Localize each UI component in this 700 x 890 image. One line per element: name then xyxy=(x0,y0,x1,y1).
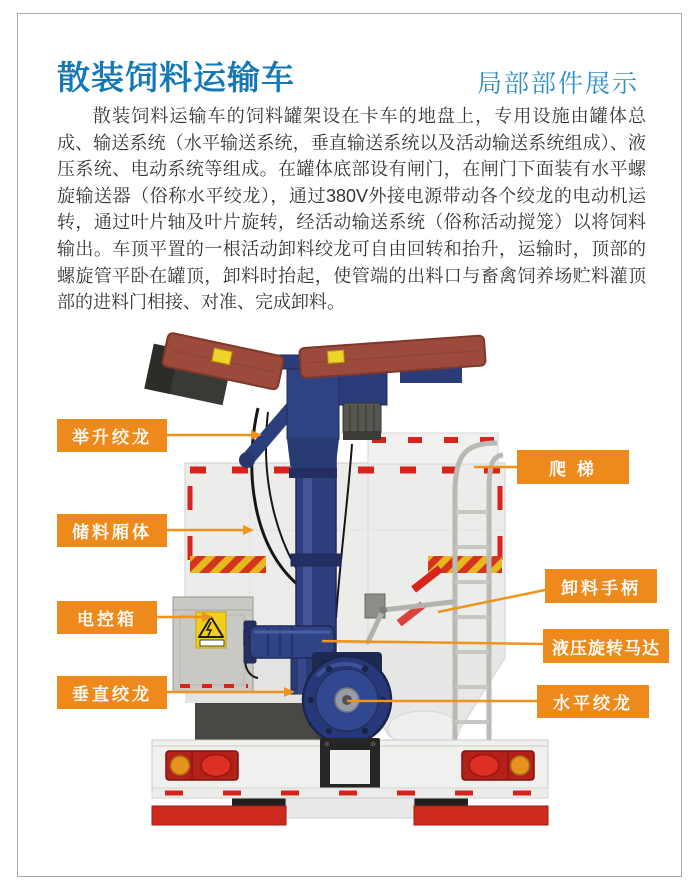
license-plate-bracket xyxy=(320,738,380,790)
description-paragraph: 散装饲料运输车的饲料罐架设在卡车的地盘上，专用设施由罐体总成、输送系统（水平输送系统，垂直输送系统以及活动输送系统组成）、液压系统、电动系统等组成。在罐体底部设有闸门，在闸门下面装有水平螺旋输送器（俗称水平绞龙），通过380V外接电源带动各个绞龙的电动机运转，通过叶片轴及叶片旋转，经活动输送系统（俗称活动搅笼）以将饲料输出。车顶平置的一根活动卸料绞龙可自由回转和抬升，运输时，顶部的螺旋管平卧在罐顶，卸料时抬起，使管端的出料口与畜禽饲养场贮料灌顶部的进料门相接、对准、完成卸料。 xyxy=(57,106,646,313)
rear-step xyxy=(286,798,414,818)
tank-top-section xyxy=(368,433,498,464)
horizontal-auger-gear-housing xyxy=(303,652,391,744)
rear-bumper xyxy=(152,738,548,798)
part-label-vertical-auger: 垂直绞龙 xyxy=(57,676,167,709)
lift-auger-arm-left xyxy=(144,332,284,405)
taillight-left xyxy=(166,751,238,780)
chassis-shadow-left xyxy=(195,700,315,742)
part-label-control-box: 电控箱 xyxy=(57,601,157,634)
part-label-horizontal-auger: 水平绞龙 xyxy=(537,685,649,718)
red-bumper-bar-right xyxy=(414,806,548,825)
red-bumper-bar-left xyxy=(152,806,286,825)
part-label-ladder: 爬 梯 xyxy=(517,450,629,484)
electric-motor xyxy=(343,403,381,440)
taillight-right xyxy=(462,751,534,780)
part-label-hydraulic-rotary-motor: 液压旋转马达 xyxy=(543,629,669,663)
part-label-unload-handle: 卸料手柄 xyxy=(545,569,657,603)
chevron-stripe-left xyxy=(190,556,266,573)
page-subtitle: 局部部件展示 xyxy=(477,70,640,98)
part-label-storage-tank: 储料厢体 xyxy=(57,514,167,547)
part-label-lift-auger: 举升绞龙 xyxy=(57,419,167,452)
page-title: 散装饲料运输车 xyxy=(57,59,295,96)
warning-sticker-small xyxy=(327,350,344,363)
electric-control-box xyxy=(173,597,253,692)
